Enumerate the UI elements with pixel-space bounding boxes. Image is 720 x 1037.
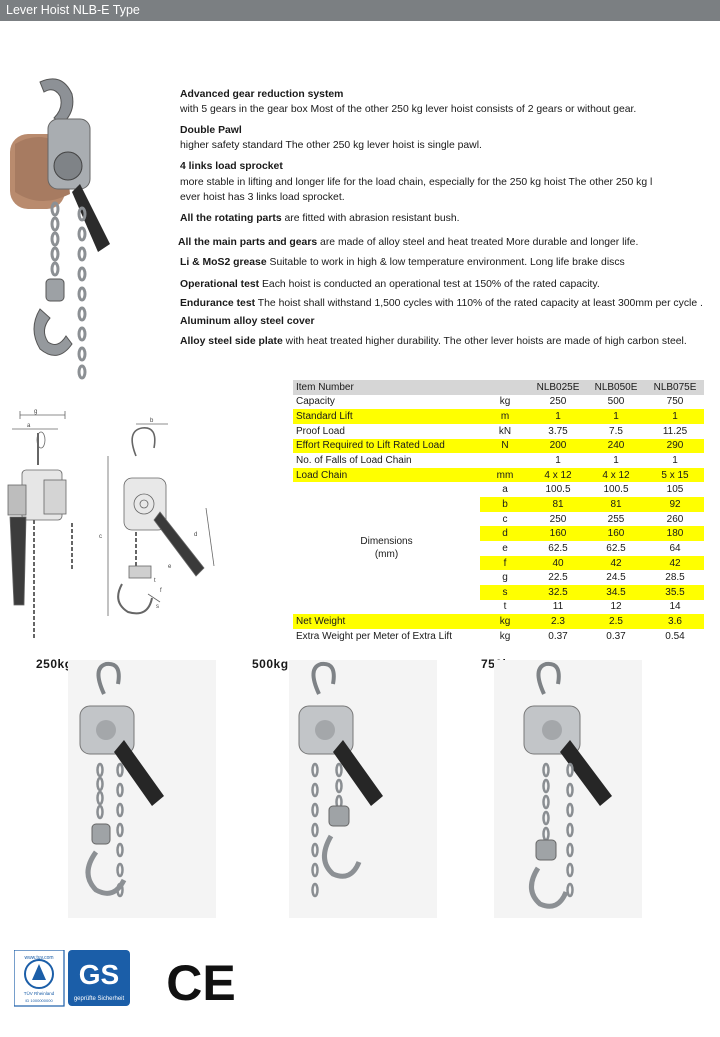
spec-label: Load Chain [293, 468, 480, 483]
spec-value: 0.54 [665, 630, 685, 642]
dimension-key: e [502, 542, 508, 554]
capacity-label-750: 750kg [481, 657, 518, 671]
dimensions-label: Dimensions [360, 536, 413, 548]
spec-row [293, 629, 704, 644]
spec-value: 500 [607, 396, 625, 408]
svg-text:c: c [99, 534, 102, 540]
spec-value: 2.3 [530, 614, 586, 629]
svg-text:g: g [34, 409, 38, 415]
spec-value: 4 x 12 [586, 468, 646, 483]
spec-value: 750 [666, 396, 684, 408]
spec-row [293, 468, 704, 483]
spec-unit: kg [480, 614, 530, 629]
ce-mark [160, 952, 242, 1006]
page-title: Lever Hoist NLB-E Type [6, 3, 140, 17]
feature-line: Double Pawl [180, 125, 242, 136]
product-photo-750kg [494, 660, 642, 918]
dimension-key: g [502, 572, 508, 584]
spec-row [293, 424, 704, 439]
feature-line: 4 links load sprocket [180, 161, 283, 172]
spec-unit: kg [499, 630, 511, 642]
svg-text:CE: CE [166, 955, 236, 1006]
spec-value: 62.5 [548, 542, 568, 554]
spec-unit: N [480, 439, 530, 454]
svg-text:ID 1000000000: ID 1000000000 [25, 998, 53, 1003]
spec-value: 255 [607, 513, 625, 525]
certification-logos [14, 950, 132, 1008]
svg-text:TÜV Rheinland: TÜV Rheinland [23, 991, 55, 996]
spec-value: 5 x 15 [646, 468, 704, 483]
spec-value: 64 [669, 542, 681, 554]
spec-unit: mm [480, 468, 530, 483]
feature-line: ever hoist has 3 links load sprocket. [180, 192, 345, 203]
technical-drawing-front [0, 405, 95, 640]
spec-value: 42 [646, 556, 704, 571]
svg-text:s: s [156, 604, 159, 610]
spec-unit: kN [498, 425, 512, 437]
spec-value: 1 [530, 409, 586, 424]
svg-text:GS: GS [78, 959, 120, 990]
feature-line: higher safety standard The other 250 kg lever hoist is single pawl. [180, 140, 482, 151]
spec-value: 12 [610, 601, 622, 613]
spec-value: 1 [646, 409, 704, 424]
spec-value: 42 [586, 556, 646, 571]
spec-value: 3.6 [646, 614, 704, 629]
dimension-key: s [480, 585, 530, 600]
spec-header-row [293, 380, 704, 395]
spec-table [293, 380, 704, 644]
spec-value: 35.5 [646, 585, 704, 600]
spec-row [293, 395, 704, 410]
feature-line: Advanced gear reduction system [180, 89, 344, 100]
product-photo-500kg [289, 660, 437, 918]
spec-value: 180 [646, 526, 704, 541]
feature-line: Li & MoS2 grease Suitable to work in high & low temperature environment. Long life brake discs [180, 257, 625, 268]
capacity-label-250: 250kg [36, 657, 73, 671]
spec-label: Extra Weight per Meter of Extra Lift [296, 630, 452, 642]
svg-text:f: f [160, 588, 162, 594]
spec-value: 290 [646, 439, 704, 454]
spec-value: 7.5 [609, 425, 623, 437]
spec-label: Net Weight [293, 614, 480, 629]
spec-value: 40 [530, 556, 586, 571]
dimensions-unit: (mm) [374, 549, 399, 561]
spec-value: 1 [672, 455, 678, 467]
hero-product-photo [10, 74, 110, 380]
spec-value: 3.75 [548, 425, 568, 437]
dimension-row [293, 482, 704, 497]
spec-value: 200 [530, 439, 586, 454]
spec-unit [480, 453, 530, 468]
dimension-key: c [502, 513, 508, 525]
spec-value: 81 [586, 497, 646, 512]
spec-header-label: Item Number [293, 380, 480, 395]
spec-value: 250 [549, 396, 567, 408]
spec-value: 1 [613, 455, 619, 467]
spec-label: Capacity [296, 396, 335, 408]
feature-line: Aluminum alloy steel cover [180, 316, 315, 327]
svg-text:b: b [150, 418, 154, 424]
spec-value: 28.5 [665, 572, 685, 584]
feature-line: with 5 gears in the gear box Most of the other 250 kg lever hoist consists of 2 gears or without gear. [180, 104, 637, 115]
spec-value: 34.5 [586, 585, 646, 600]
spec-row [293, 439, 704, 454]
spec-value: 1 [555, 455, 561, 467]
feature-line: Operational test Each hoist is conducted an operational test at 150% of the rated capacity. [180, 279, 600, 290]
spec-value: 11.25 [662, 425, 688, 437]
spec-model: NLB050E [586, 380, 646, 395]
spec-value: 160 [530, 526, 586, 541]
spec-value: 160 [586, 526, 646, 541]
dimension-key: b [480, 497, 530, 512]
feature-line: Alloy steel side plate with heat treated higher durability. The other lever hoists are made of high carbon steel. [180, 336, 687, 347]
spec-unit: kg [499, 396, 511, 408]
spec-label: Effort Required to Lift Rated Load [293, 439, 480, 454]
spec-label: No. of Falls of Load Chain [296, 455, 412, 467]
spec-row [293, 614, 704, 629]
spec-model: NLB025E [530, 380, 586, 395]
spec-label: Proof Load [296, 425, 345, 437]
spec-value: 24.5 [606, 572, 626, 584]
spec-value: 11 [552, 601, 564, 613]
spec-value: 22.5 [548, 572, 568, 584]
spec-value: 14 [669, 601, 681, 613]
svg-text:www.tuv.com: www.tuv.com [24, 955, 54, 961]
spec-label: Standard Lift [293, 409, 480, 424]
title-bar [0, 0, 720, 21]
svg-text:a: a [27, 423, 31, 429]
dimension-key: f [480, 556, 530, 571]
spec-value: 0.37 [548, 630, 568, 642]
feature-line: All the main parts and gears are made of alloy steel and heat treated More durable and longer life. [178, 237, 639, 248]
spec-unit: m [480, 409, 530, 424]
spec-value: 32.5 [530, 585, 586, 600]
spec-row [293, 409, 704, 424]
feature-line: All the rotating parts are fitted with abrasion resistant bush. [180, 213, 460, 224]
spec-value: 81 [530, 497, 586, 512]
spec-value: 100.5 [603, 484, 629, 496]
svg-text:geprüfte Sicherheit: geprüfte Sicherheit [73, 996, 125, 1002]
spec-row [293, 453, 704, 468]
spec-header-unit [480, 380, 530, 395]
capacity-label-500: 500kg [252, 657, 289, 671]
spec-value: 260 [666, 513, 684, 525]
feature-line: Endurance test The hoist shall withstand 1,500 cycles with 110% of the rated capacity at least 300mm per cycle . [180, 298, 703, 309]
dimension-key: t [503, 601, 507, 613]
svg-text:d: d [194, 532, 198, 538]
spec-value: 62.5 [606, 542, 626, 554]
spec-value: 105 [666, 484, 684, 496]
spec-value: 2.5 [586, 614, 646, 629]
product-photo-250kg [68, 660, 216, 918]
dimension-key: d [480, 526, 530, 541]
spec-value: 250 [549, 513, 567, 525]
spec-value: 0.37 [606, 630, 626, 642]
svg-text:t: t [154, 578, 156, 584]
spec-value: 1 [586, 409, 646, 424]
feature-line: more stable in lifting and longer life for the load chain, especially for the 250 kg hoist The other 250 kg l [180, 177, 653, 188]
spec-value: 100.5 [545, 484, 571, 496]
spec-value: 240 [586, 439, 646, 454]
technical-drawing-side [96, 416, 220, 620]
dimensions-label-cell [293, 482, 480, 614]
dimension-key: a [502, 484, 508, 496]
spec-value: 4 x 12 [530, 468, 586, 483]
spec-model: NLB075E [646, 380, 704, 395]
svg-text:e: e [168, 564, 172, 570]
spec-value: 92 [646, 497, 704, 512]
